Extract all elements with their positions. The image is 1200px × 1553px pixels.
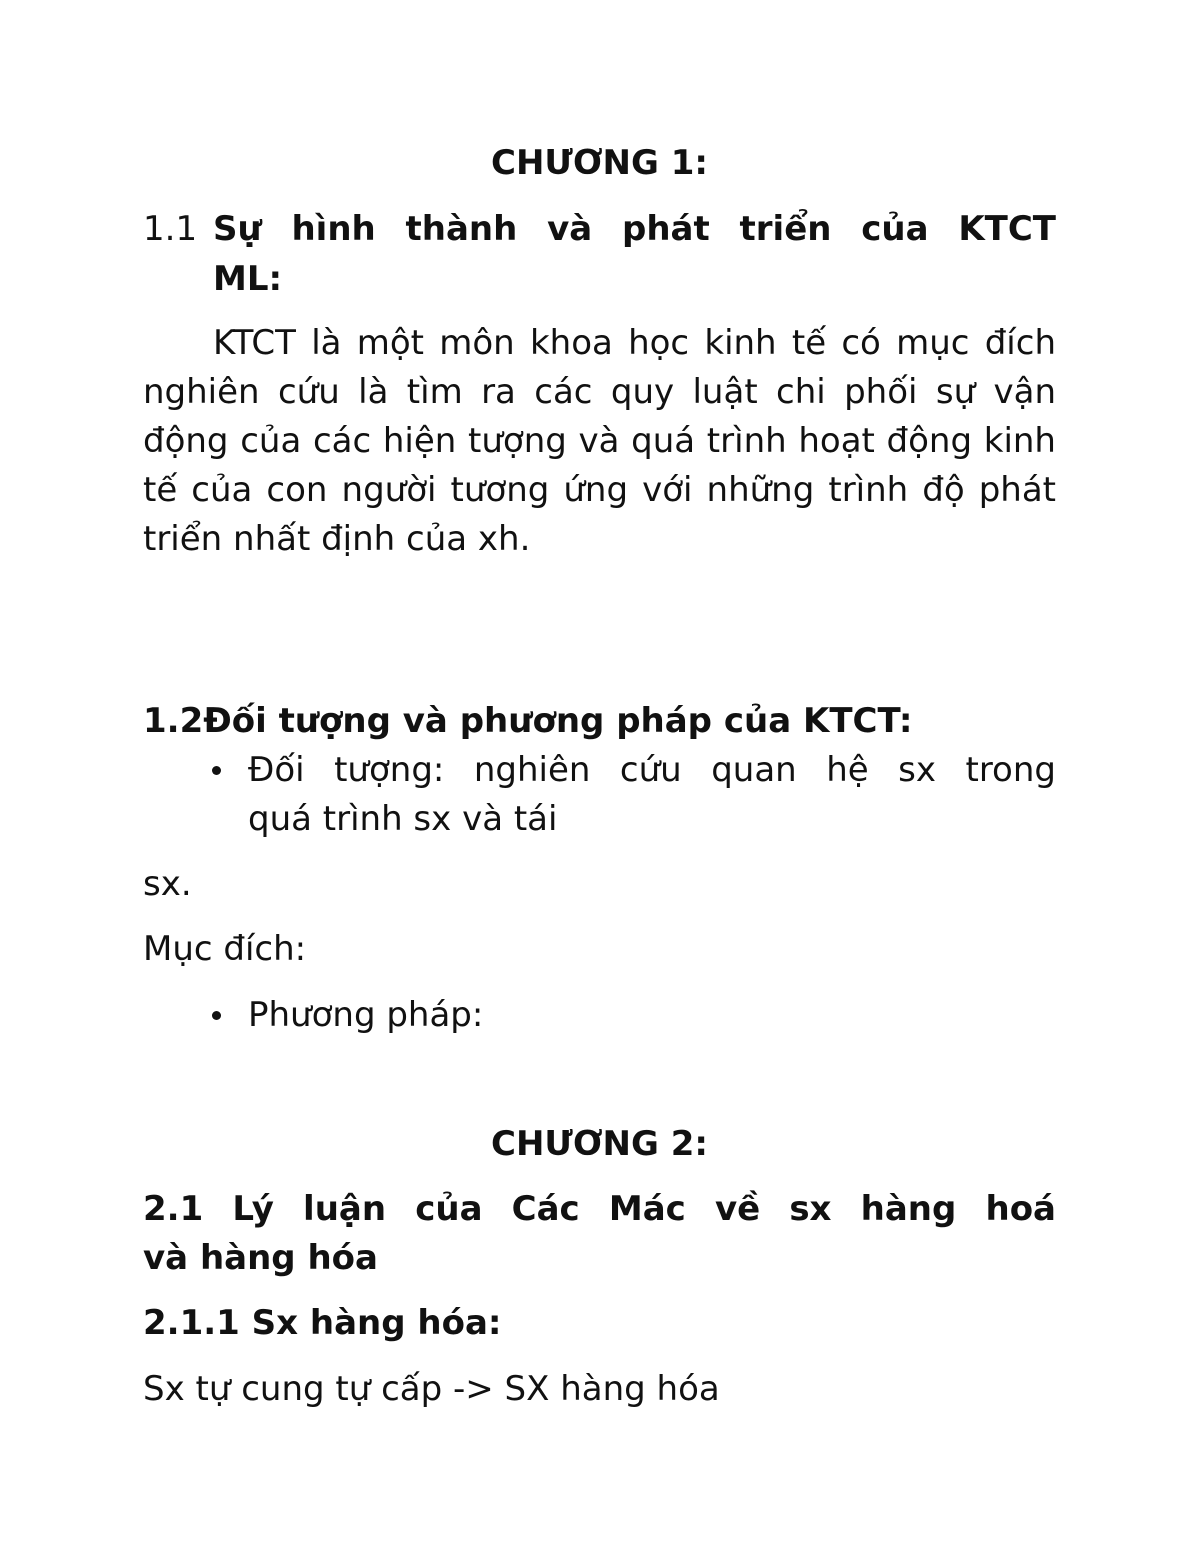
section-1-2-title: Đối tượng và phương pháp của KTCT:	[203, 701, 913, 741]
section-2-1-line-2: và hàng hóa	[143, 1238, 378, 1278]
bullet-2-text: Phương pháp:	[248, 995, 484, 1035]
bullet-dot	[212, 766, 221, 775]
purpose-label: Mục đích:	[143, 929, 307, 969]
section-1-1-title-line-1: Sự hình thành và phát triển của KTCT	[213, 209, 1056, 249]
chapter-2-text-line: Sx tự cung tự cấp -> SX hàng hóa	[143, 1369, 720, 1409]
bullet-1-line-2: quá trình sx và tái	[248, 799, 558, 839]
bullet-1-continuation: sx.	[143, 864, 192, 904]
bullet-1-line-1: Đối tượng: nghiên cứu quan hệ sx trong	[248, 750, 1056, 790]
chapter-2-heading: CHƯƠNG 2:	[491, 1124, 708, 1164]
chapter-1-paragraph: KTCT là một môn khoa học kinh tế có mục đích nghiên cứu là tìm ra các quy luật chi phối sự vận động của các hiện tượng và quá trình hoạt động kinh tế của con người tương ứng với những trình độ phát triển nhất định của xh.	[143, 323, 1056, 559]
section-1-2-heading	[143, 697, 912, 746]
bullet-dot	[212, 1011, 221, 1020]
section-2-1-line-1: 2.1 Lý luận của Các Mác về sx hàng hoá	[143, 1189, 1056, 1229]
section-2-1-1-heading: 2.1.1 Sx hàng hóa:	[143, 1303, 502, 1343]
section-1-1-title-line-2: ML:	[213, 259, 283, 299]
chapter-1-heading: CHƯƠNG 1:	[491, 143, 708, 183]
section-1-1-number: 1.1	[143, 209, 198, 249]
section-1-2-number: 1.2	[143, 701, 204, 741]
